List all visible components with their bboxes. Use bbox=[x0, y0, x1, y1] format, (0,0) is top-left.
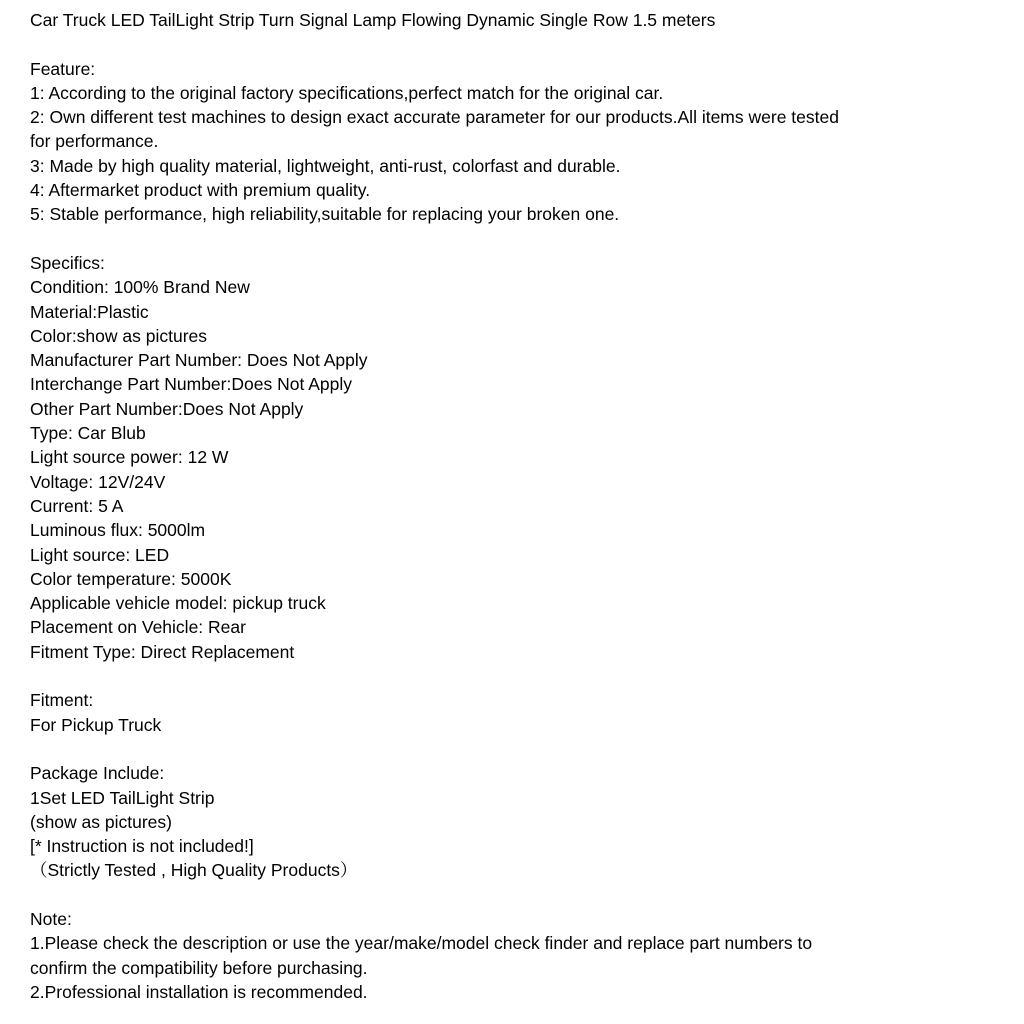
product-title bbox=[30, 8, 1004, 32]
text-line: 3: Made by high quality material, lightweight, anti-rust, colorfast and durable. bbox=[30, 155, 621, 176]
text-line: Fitment: bbox=[30, 690, 94, 711]
text-line: Manufacturer Part Number: Does Not Apply bbox=[30, 350, 368, 371]
text-line: Fitment Type: Direct Replacement bbox=[30, 641, 295, 662]
text-line: （Strictly Tested , High Quality Products） bbox=[30, 860, 358, 881]
text-line: Color:show as pictures bbox=[30, 325, 208, 346]
text-line: 1.Please check the description or use the year/make/model check finder and replace part numbers to bbox=[30, 933, 813, 954]
text-line: Placement on Vehicle: Rear bbox=[30, 617, 246, 638]
text-line: (show as pictures) bbox=[30, 811, 172, 832]
note-section bbox=[30, 907, 1004, 1004]
text-line: Color temperature: 5000K bbox=[30, 568, 232, 589]
text-line: For Pickup Truck bbox=[30, 714, 162, 735]
text-line: Feature: bbox=[30, 58, 96, 79]
text-line: Light source: LED bbox=[30, 544, 170, 565]
text-line: 4: Aftermarket product with premium quality. bbox=[30, 180, 371, 201]
text-line: Type: Car Blub bbox=[30, 423, 146, 444]
text-line: Note: bbox=[30, 908, 72, 929]
description-text bbox=[30, 8, 1004, 1004]
text-line: confirm the compatibility before purchasing. bbox=[30, 957, 368, 978]
text-line: Package Include: bbox=[30, 763, 165, 784]
text-line: Car Truck LED TailLight Strip Turn Signal Lamp Flowing Dynamic Single Row 1.5 meters bbox=[30, 10, 716, 30]
package-section bbox=[30, 761, 1004, 882]
specifics-section bbox=[30, 251, 1004, 664]
text-line: Voltage: 12V/24V bbox=[30, 471, 166, 492]
text-line: Specifics: bbox=[30, 252, 105, 273]
text-line: Applicable vehicle model: pickup truck bbox=[30, 593, 326, 614]
text-line: Luminous flux: 5000lm bbox=[30, 520, 206, 541]
fitment-section bbox=[30, 688, 1004, 737]
text-line: 1Set LED TailLight Strip bbox=[30, 787, 215, 808]
text-line: Condition: 100% Brand New bbox=[30, 277, 250, 298]
text-line: Interchange Part Number:Does Not Apply bbox=[30, 374, 352, 395]
text-line: Light source power: 12 W bbox=[30, 447, 229, 468]
text-line: 5: Stable performance, high reliability,suitable for replacing your broken one. bbox=[30, 204, 620, 225]
text-line: for performance. bbox=[30, 131, 159, 152]
text-line: Material:Plastic bbox=[30, 301, 149, 322]
text-line: 2: Own different test machines to design exact accurate parameter for our products.All items were tested bbox=[30, 107, 839, 128]
text-line: 2.Professional installation is recommended. bbox=[30, 981, 368, 1002]
feature-section bbox=[30, 57, 1004, 227]
text-line: Current: 5 A bbox=[30, 495, 124, 516]
text-line: 1: According to the original factory specifications,perfect match for the original car. bbox=[30, 82, 664, 103]
text-line: [* Instruction is not included!] bbox=[30, 836, 254, 857]
text-line: Other Part Number:Does Not Apply bbox=[30, 398, 304, 419]
